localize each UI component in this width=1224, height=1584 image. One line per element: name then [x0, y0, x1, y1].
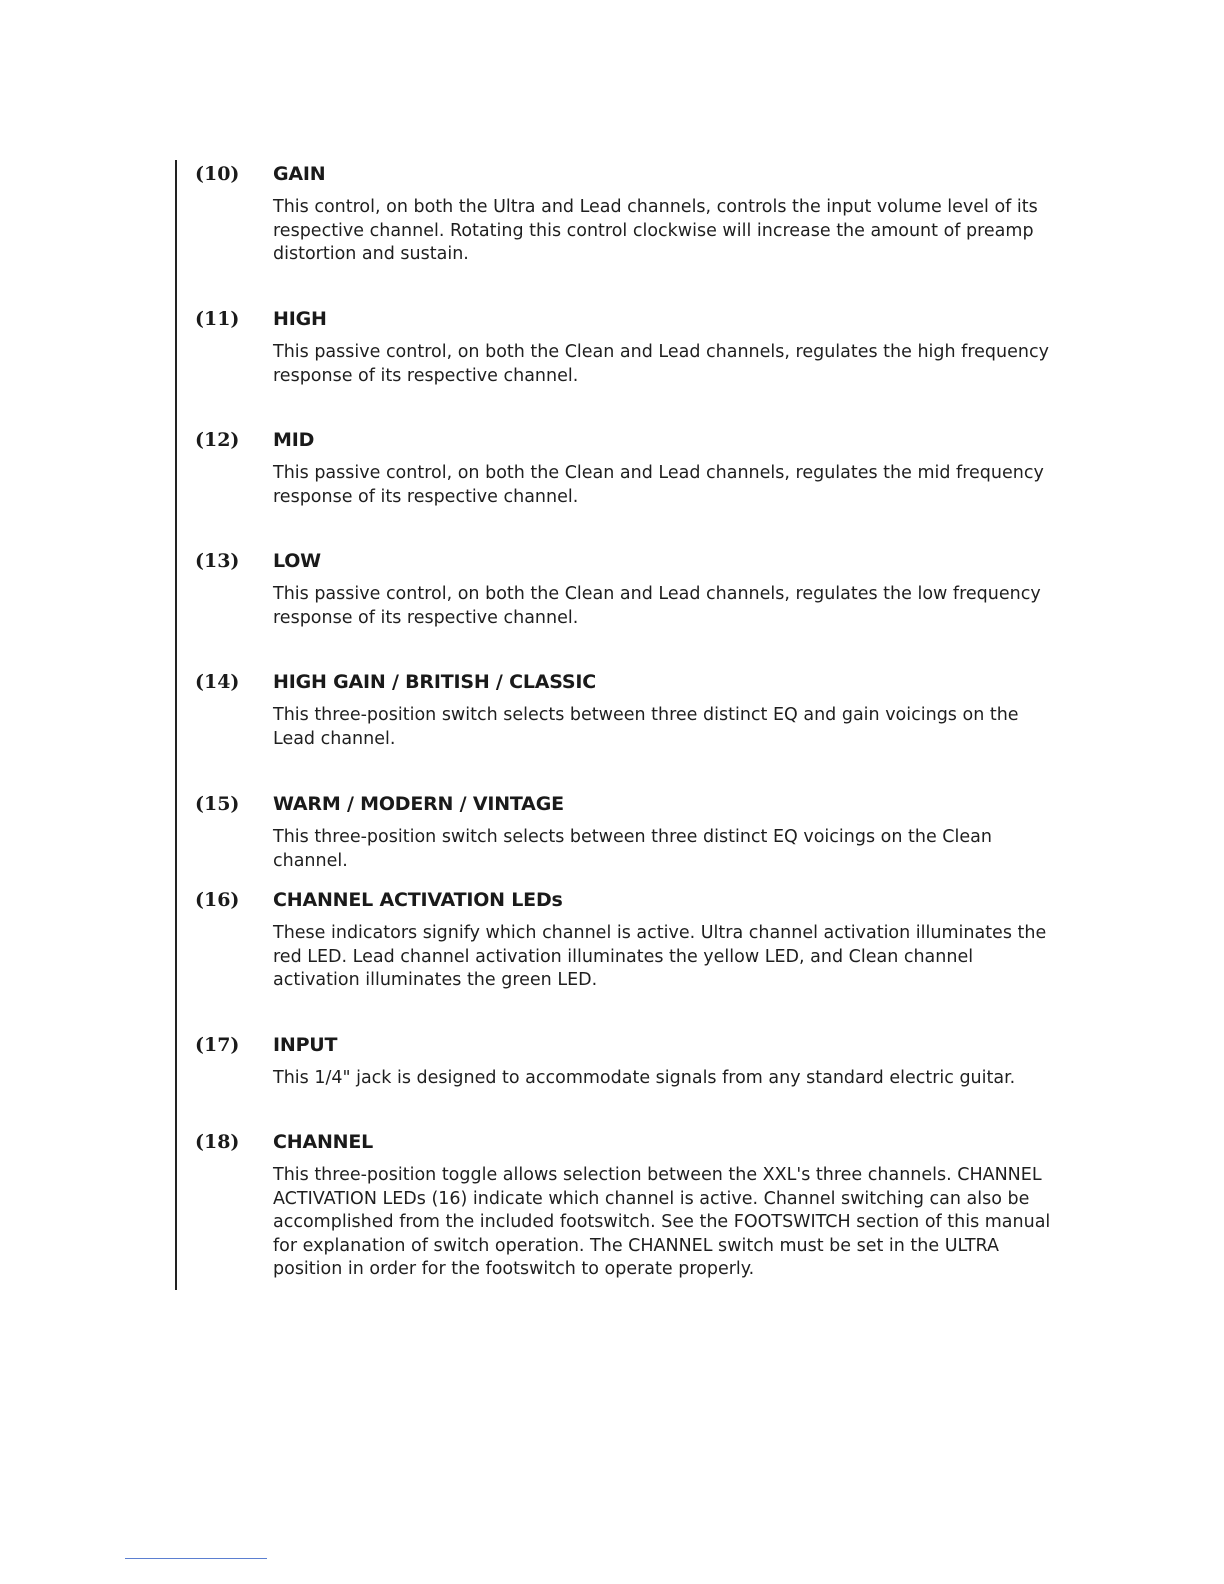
item-number: (12) — [195, 429, 240, 451]
item-description: This passive control, on both the Clean and Lead channels, regulates the low frequency response of its respective channel. — [273, 584, 1041, 628]
item-title: HIGH — [273, 308, 327, 330]
item-title: INPUT — [273, 1034, 338, 1056]
item-number: (16) — [195, 889, 240, 911]
item-description: This three-position switch selects between three distinct EQ and gain voicings on the Lead channel. — [273, 705, 1019, 749]
item-description: This three-position switch selects between three distinct EQ voicings on the Clean channel. — [273, 827, 992, 871]
item-title: WARM / MODERN / VINTAGE — [273, 793, 564, 815]
item-description: These indicators signify which channel is active. Ultra channel activation illuminates the red LED. Lead channel activation illuminates the yellow LED, and Clean channel activation illuminates the green LED. — [273, 923, 1047, 990]
item-number: (17) — [195, 1034, 240, 1056]
item-title: GAIN — [273, 163, 326, 185]
item-number: (11) — [195, 308, 240, 330]
item-title: CHANNEL ACTIVATION LEDs — [273, 889, 563, 911]
item-number: (10) — [195, 163, 240, 185]
footer-rule — [125, 1558, 267, 1559]
item-title: LOW — [273, 550, 321, 572]
item-title: CHANNEL — [273, 1131, 374, 1153]
item-description: This passive control, on both the Clean and Lead channels, regulates the mid frequency response of its respective channel. — [273, 463, 1044, 507]
item-number: (15) — [195, 793, 240, 815]
margin-change-bar — [175, 160, 177, 1290]
item-description: This three-position toggle allows selection between the XXL's three channels. CHANNEL ACTIVATION LEDs (16) indicate which channel is active. Channel switching can also be accomplished from the included footswitch. See the FOOTSWITCH section of this manual for explanation of switch operation. The CHANNEL switch must be set in the ULTRA position in order for the footswitch to operate properly. — [273, 1165, 1051, 1279]
item-description: This passive control, on both the Clean and Lead channels, regulates the high frequency response of its respective channel. — [273, 342, 1049, 386]
item-title: MID — [273, 429, 315, 451]
item-number: (14) — [195, 671, 240, 693]
item-description: This 1/4" jack is designed to accommodate signals from any standard electric guitar. — [273, 1068, 1016, 1088]
item-description: This control, on both the Ultra and Lead channels, controls the input volume level of its respective channel. Rotating this control clockwise will increase the amount of preamp distortion and sustain. — [273, 197, 1038, 264]
item-number: (18) — [195, 1131, 240, 1153]
item-number: (13) — [195, 550, 240, 572]
item-title: HIGH GAIN / BRITISH / CLASSIC — [273, 671, 596, 693]
